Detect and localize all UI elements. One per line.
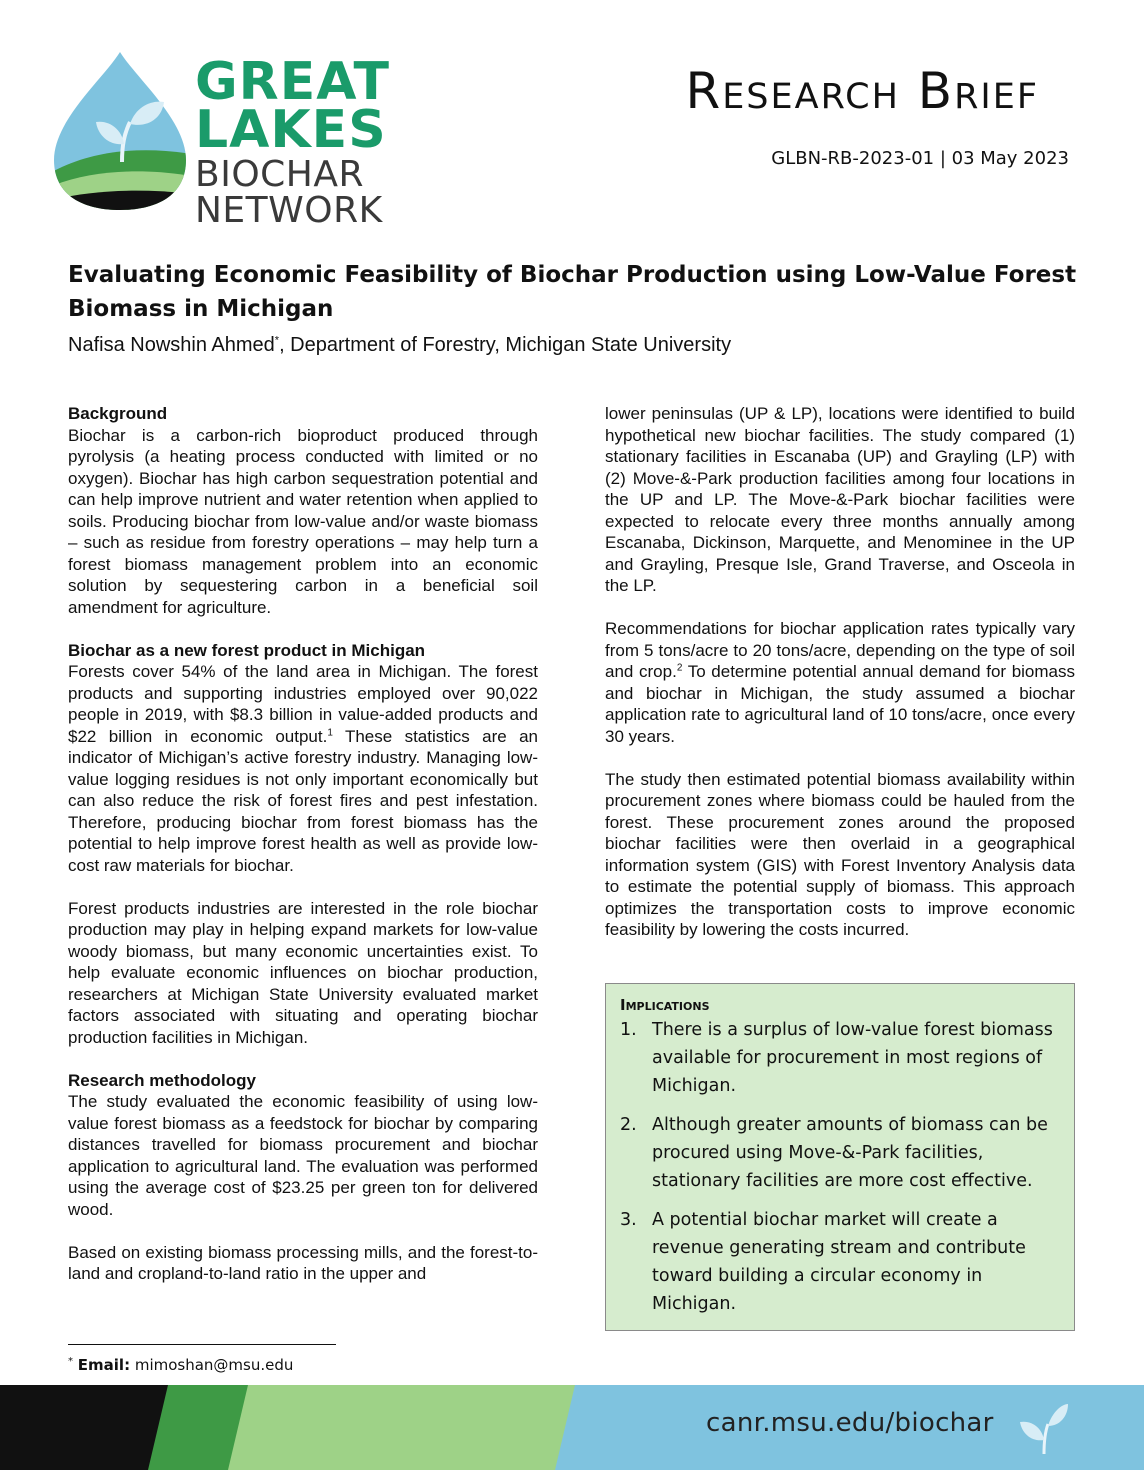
- implication-item: [620, 1111, 1058, 1195]
- peninsulas-paragraph: lower peninsulas (UP & LP), locations were identified to build hypothetical new biochar facilities. The study compared (1) stationary facilities in Escanaba (UP) and Grayling (LP) with (2) Move-&-Park production facilities among four locations in the UP and LP. The Move-&-Park biochar facilities were expected to relocate every three months annually among Escanaba, Dickinson, Marquette, and Menominee in the UP and Grayling, Presque Isle, Grand Traverse, and Osceola in the LP.: [605, 404, 1075, 595]
- footnote-email-label: Email:: [77, 1356, 131, 1374]
- estimate-paragraph: The study then estimated potential biomass availability within procurement zones where biomass could be hauled from the forest. These procurement zones around the proposed biochar facilities were then overlaid in a geographical information system (GIS) with Forest Inventory Analysis data to estimate the potential supply of biomass. This approach optimizes the transportation costs to improve economic feasibility by lowering the costs incurred.: [605, 769, 1075, 939]
- implication-text: Although greater amounts of biomass can be procured using Move-&-Park facilities, stationary facilities are more cost effective.: [652, 1115, 1048, 1191]
- mills-paragraph: Based on existing biomass processing mills, and the forest-to-land and cropland-to-land ratio in the upper and: [68, 1242, 538, 1283]
- implication-number: 3.: [620, 1210, 637, 1230]
- implications-box: [605, 983, 1075, 1331]
- implication-text: There is a surplus of low-value forest biomass available for procurement in most regions of Michigan.: [652, 1020, 1053, 1096]
- author-line: [68, 334, 731, 357]
- recommendations-text-a: Recommendations for biochar application rates typically vary from 5 tons/acre to 20 tons/acre, depending on the type of soil and crop.: [605, 619, 1075, 681]
- document-title: Evaluating Economic Feasibility of Biochar Production using Low-Value Forest Biomass in Michigan: [68, 262, 1077, 322]
- sprout-icon: [1018, 1400, 1070, 1456]
- footnote-divider: [68, 1344, 336, 1345]
- implications-heading: Implications: [620, 996, 710, 1014]
- implication-text: A potential biochar market will create a revenue generating stream and contribute toward building a circular economy in Michigan.: [652, 1210, 1026, 1314]
- brief-title: Research Brief: [685, 62, 1039, 120]
- implication-item: [620, 1016, 1058, 1100]
- methodology-heading: Research methodology: [68, 1070, 256, 1090]
- implication-item: [620, 1206, 1058, 1318]
- logo-line-great: GREAT: [195, 52, 390, 112]
- implications-list: [620, 1016, 1058, 1318]
- right-column: [605, 403, 1075, 962]
- logo-line-lakes: LAKES: [195, 100, 387, 160]
- footer-url-link[interactable]: canr.msu.edu/biochar: [706, 1408, 994, 1438]
- author-footnote-mark: *: [274, 334, 280, 347]
- reference-2: 2: [676, 662, 683, 674]
- background-heading: Background: [68, 404, 168, 423]
- logo-wordmark: [195, 52, 390, 231]
- brief-id: GLBN-RB-2023-01 | 03 May 2023: [771, 148, 1069, 169]
- forest-product-paragraph: [68, 661, 538, 876]
- left-column: [68, 403, 538, 1306]
- recommendations-text-b: To determine potential annual demand for biomass and biochar in Michigan, the study assumed a biochar application rate to agricultural land of 10 tons/acre, once every 30 years.: [605, 662, 1076, 746]
- forest-product-text-a: Forests cover 54% of the land area in Michigan. The forest products and supporting industries employed over 90,022 people in 2019, with $8.3 billion in value-added products and $22 billion in economic output.: [68, 662, 538, 746]
- implication-number: 1.: [620, 1020, 637, 1040]
- forest-product-text-b: These statistics are an indicator of Michigan’s active forestry industry. Managing low-value logging residues is not only important economically but can also reduce the risk of forest fires and pest infestation. Therefore, producing biochar from forest biomass has the potential to help improve forest health as well as provide low-cost raw materials for biochar.: [68, 726, 538, 875]
- footnote-email[interactable]: mimoshan@msu.edu: [134, 1356, 294, 1374]
- recommendations-paragraph: [605, 618, 1075, 747]
- author-affiliation: , Department of Forestry, Michigan State University: [279, 334, 732, 356]
- industries-paragraph: Forest products industries are interested in the role biochar production may play in helping expand markets for low-value woody biomass, but many economic uncertainties exist. To help evaluate economic influences on biochar production, researchers at Michigan State University evaluated market factors associated with situating and operating biochar production facilities in Michigan.: [68, 898, 538, 1047]
- author-name: Nafisa Nowshin Ahmed: [68, 334, 275, 356]
- implication-number: 2.: [620, 1115, 637, 1135]
- logo-line-network: NETWORK: [195, 190, 383, 231]
- footnote: [68, 1356, 293, 1374]
- methodology-paragraph: The study evaluated the economic feasibility of using low-value forest biomass as a feedstock for biochar by comparing distances travelled for biomass procurement and biochar application to agricultural land. The evaluation was performed using the average cost of $23.25 per green ton for delivered wood.: [68, 1092, 538, 1219]
- background-paragraph: Biochar is a carbon-rich bioproduct produced through pyrolysis (a heating process conducted with limited or no oxygen). Biochar has high carbon sequestration potential and can help improve nutrient and water retention when applied to soils. Producing biochar from low-value and/or waste biomass – such as residue from forestry operations – may help turn a forest biomass management problem into an economic solution by sequestering carbon in a beneficial soil amendment for agriculture.: [68, 425, 538, 617]
- forest-product-heading: Biochar as a new forest product in Michigan: [68, 640, 426, 660]
- footnote-mark: *: [68, 1356, 73, 1367]
- logo-line-biochar: BIOCHAR: [195, 154, 364, 195]
- reference-1: 1: [327, 726, 333, 738]
